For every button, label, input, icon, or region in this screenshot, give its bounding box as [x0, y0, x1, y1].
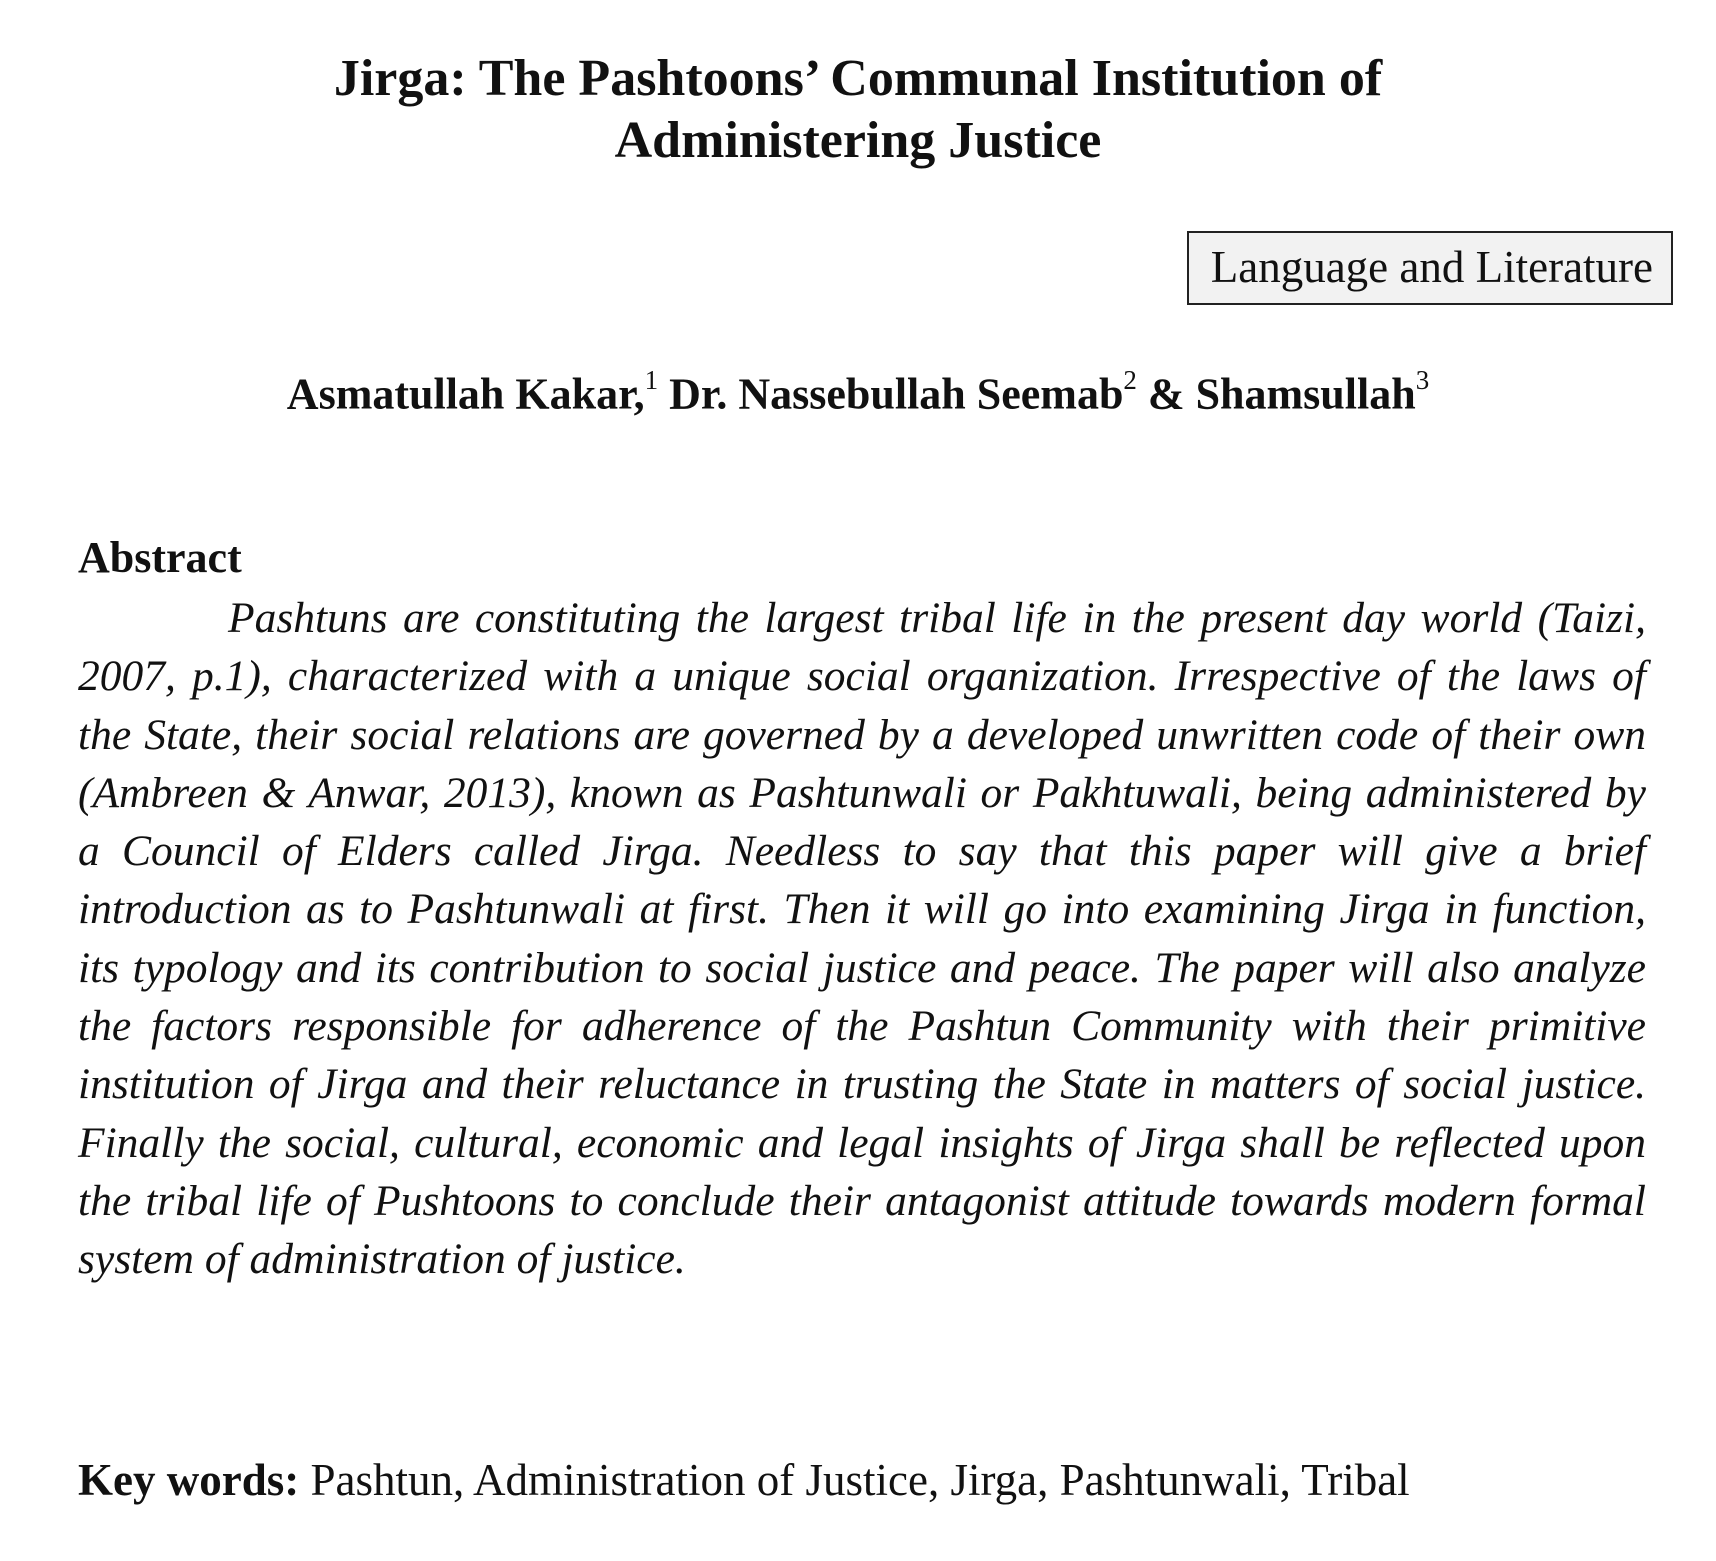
paper-title — [0, 48, 1716, 172]
title-line-1: Jirga: The Pashtoons’ Communal Institution of — [333, 50, 1383, 107]
keywords — [78, 1452, 1410, 1508]
abstract-text: Pashtuns are constituting the largest tribal life in the present day world (Taizi, 2007, p.1), characterized with a unique social organization. Irrespective of the laws of the State, their social relations are governed by a developed unwritten code of their own (Ambreen & Anwar, 2013), known as Pashtunwali or Pakhtuwali, being administered by a Council of Elders called Jirga. Needless to say that this paper will give a brief introduction as to Pashtunwali at first. Then it will go into examining Jirga in function, its typology and its contribution to social justice and peace. The paper will also analyze the factors responsible for adherence of the Pashtun Community with their primitive institution of Jirga and their reluctance in trusting the State in matters of social justice. Finally the social, cultural, economic and legal insights of Jirga shall be reflected upon the tribal life of Pushtoons to conclude their antagonist attitude towards modern formal system of administration of justice. — [78, 594, 1646, 1284]
author-affiliation: 3 — [1415, 365, 1430, 395]
author-separator: & — [1147, 369, 1185, 419]
author-affiliation: 2 — [1123, 365, 1137, 395]
abstract-heading: Abstract — [78, 533, 242, 582]
author-list — [0, 356, 1716, 423]
title-line-2: Administering Justice — [614, 112, 1102, 169]
author-name: Asmatullah Kakar, — [286, 369, 645, 419]
category-label: Language and Literature — [1187, 231, 1673, 305]
keywords-text: Pashtun, Administration of Justice, Jirga, Pashtunwali, Tribal — [310, 1455, 1410, 1505]
keywords-label: Key words: — [78, 1455, 300, 1505]
author-name: Shamsullah — [1195, 369, 1416, 419]
author-name: Dr. Nassebullah Seemab — [669, 369, 1124, 419]
author-affiliation: 1 — [644, 365, 659, 395]
